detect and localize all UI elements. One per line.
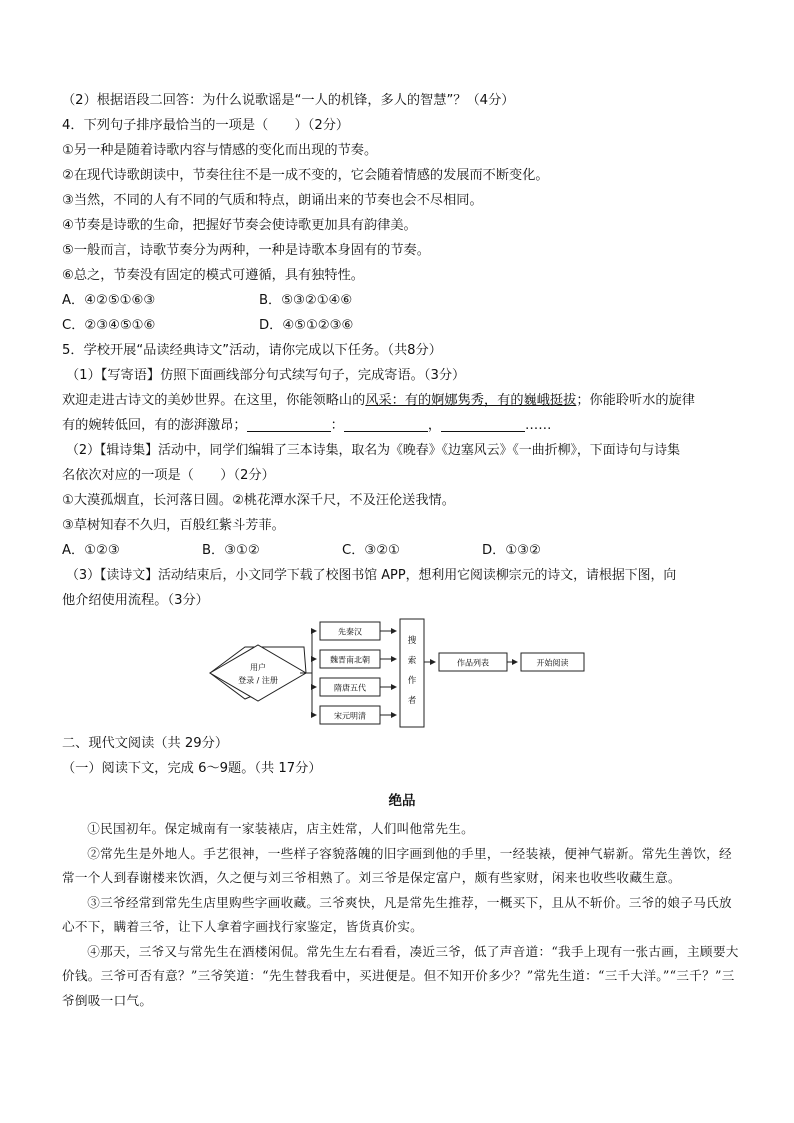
section-2-subheading: （一）阅读下文，完成 6～9题。（共 17分） [62, 761, 322, 776]
question-5-1-line-1 [62, 388, 742, 413]
question-5-3-line-1: （3）【读诗文】活动结束后，小文同学下载了校图书馆 APP，想利用它阅读柳宗元的诗文，请根据下图，向 [66, 568, 677, 583]
option-d: D．①③② [482, 543, 541, 558]
question-4-options-row-2 [62, 313, 742, 338]
flow-era-label: 先秦汉 [338, 627, 362, 637]
flow-start-reading-label: 开始阅读 [536, 658, 569, 668]
question-5-2-options [62, 538, 742, 563]
story-body [62, 817, 742, 1013]
story-paragraph: ④那天，三爷又与常先生在酒楼闲侃。常先生左右看看，凑近三爷，低了声音道：“我手上现有一张古画，主顾要大价钱。三爷可否有意？”三爷笑道：“先生替我看中，买进便是。但不知开价多少？”常先生道：“三千大洋。”“三千？”三爷倒吸一口气。 [62, 943, 739, 1008]
question-5-stem: 5．学校开展“品读经典诗文”活动，请你完成以下任务。（共8分） [62, 343, 442, 358]
text: ： [330, 418, 344, 433]
flow-search-char: 索 [407, 656, 417, 666]
story-title: 绝品 [388, 793, 416, 809]
answer-blank[interactable] [441, 416, 525, 432]
question-5-1-stem: （1）【写寄语】仿照下面画线部分句式续写句子，完成寄语。（3分） [66, 368, 466, 383]
question-4-item: ①另一种是随着诗歌内容与情感的变化而出现的节奏。 [62, 143, 378, 158]
question-4-item: ②在现代诗歌朗读中，节奏往往不是一成不变的，它会随着情感的发展而不断变化。 [62, 168, 549, 183]
answer-blank[interactable] [247, 416, 331, 432]
story-paragraph: ②常先生是外地人。手艺很神，一些样子容貌落魄的旧字画到他的手里，一经装裱，便神气崭新。常先生善饮，经常一个人到春谢楼来饮酒，久之便与刘三爷相熟了。刘三爷是保定富户，颇有些家财，闲来也收些收藏生意。 [62, 845, 732, 885]
question-5-2-poems: ③草树知春不久归，百般红紫斗芳菲。 [62, 518, 285, 533]
option-b: B．⑤③②①④⑥ [259, 293, 353, 308]
question-4-item: ⑥总之，节奏没有固定的模式可遵循，具有独特性。 [62, 268, 364, 283]
text: …… [525, 418, 552, 433]
option-c: C．③②① [342, 543, 400, 558]
exam-page [62, 88, 742, 1013]
library-app-flowchart [62, 617, 742, 729]
question-5-1-line-2 [62, 413, 742, 438]
flow-era-label: 宋元明清 [334, 711, 366, 721]
flow-era-label: 魏晋南北朝 [330, 655, 370, 665]
flow-search-char: 者 [407, 696, 417, 706]
question-4-item: ④节奏是诗歌的生命，把握好节奏会使诗歌更加具有韵律美。 [62, 218, 417, 233]
text: ；你能聆听水的旋律 [576, 393, 695, 408]
option-c: C．②③④⑤①⑥ [62, 318, 156, 333]
story-paragraph: ①民国初年。保定城南有一家装裱店，店主姓常，人们叫他常先生。 [87, 821, 474, 836]
text: 欢迎走进古诗文的美妙世界。在这里，你能领略山的 [62, 393, 366, 408]
text: 有的婉转低回，有的澎湃激昂； [62, 418, 247, 433]
flow-start-label: 用户 [250, 663, 266, 672]
section-2-heading: 二、现代文阅读（共 29分） [62, 736, 229, 751]
option-b: B．③①② [202, 543, 260, 558]
question-4-item: ⑤一般而言，诗歌节奏分为两种，一种是诗歌本身固有的节奏。 [62, 243, 430, 258]
underlined-example: 风采：有的婀娜隽秀，有的巍峨挺拔 [365, 393, 577, 408]
story-paragraph: ③三爷经常到常先生店里购些字画收藏。三爷爽快，凡是常先生推荐，一概买下，且从不斩价。三爷的娘子马氏放心不下，瞒着三爷，让下人拿着字画找行家鉴定，皆货真价实。 [62, 894, 732, 934]
question-5-3-line-2: 他介绍使用流程。（3分） [62, 593, 209, 608]
answer-blank[interactable] [344, 416, 428, 432]
question-3-2: （2）根据语段二回答：为什么说歌谣是“一人的机锋，多人的智慧”？（4分） [62, 93, 515, 108]
question-4-options-row-1 [62, 288, 742, 313]
question-5-2-poems: ①大漠孤烟直，长河落日圆。②桃花潭水深千尺，不及汪伦送我情。 [62, 493, 455, 508]
flow-search-char: 搜 [407, 636, 417, 646]
question-5-2-line-1: （2）【辑诗集】活动中，同学们编辑了三本诗集，取名为《晚春》《边塞风云》《一曲折柳》，下面诗句与诗集 [66, 443, 681, 458]
flow-search-char: 作 [407, 676, 417, 686]
question-4-stem: 4．下列句子排序最恰当的一项是（ ）（2分） [62, 118, 350, 133]
option-a: A．④②⑤①⑥③ [62, 293, 156, 308]
option-a: A．①②③ [62, 543, 120, 558]
option-d: D．④⑤①②③⑥ [259, 318, 354, 333]
flow-era-label: 隋唐五代 [334, 683, 366, 693]
question-4-item: ③当然，不同的人有不同的气质和特点，朗诵出来的节奏也会不尽相同。 [62, 193, 483, 208]
flow-works-list-label: 作品列表 [457, 658, 489, 668]
flow-start-label: 登录 / 注册 [238, 676, 278, 685]
question-5-2-line-2: 名依次对应的一项是（ ）（2分） [62, 468, 275, 483]
text: ， [427, 418, 441, 433]
